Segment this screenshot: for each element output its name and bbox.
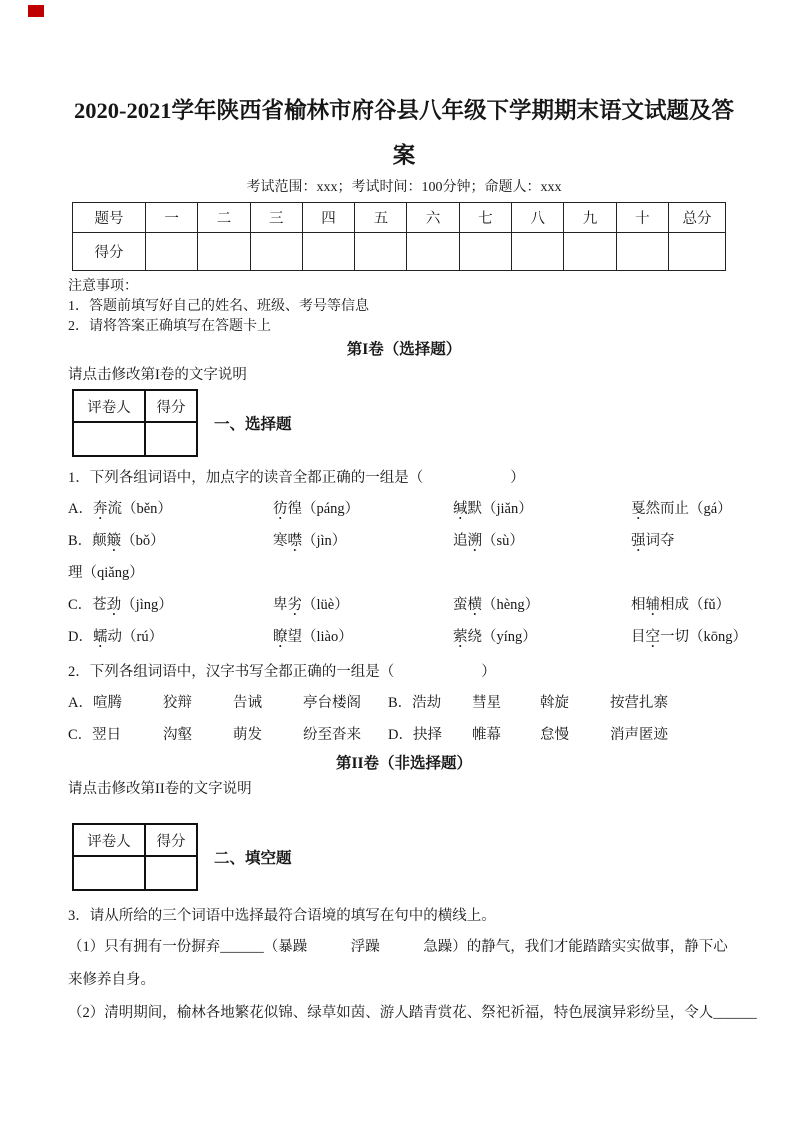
score-table-header-cell: 一 bbox=[146, 203, 198, 233]
q1-option-row-b bbox=[68, 525, 740, 557]
score-cell bbox=[616, 233, 668, 271]
option-label: D． bbox=[68, 629, 93, 645]
word-item: 彷徨（páng） bbox=[273, 501, 360, 517]
dotted-char: 蠕 bbox=[92, 629, 108, 645]
option-label: C． bbox=[68, 597, 93, 613]
score-table-header-cell: 九 bbox=[564, 203, 616, 233]
section1-title: 一、选择题 bbox=[214, 416, 292, 433]
grader-cell-examiner: 评卷人 bbox=[73, 824, 145, 856]
word-item: C．翌日 bbox=[68, 727, 122, 743]
word-item: 帷幕 bbox=[472, 727, 501, 743]
score-cell bbox=[407, 233, 459, 271]
notes-heading: 注意事项： bbox=[68, 279, 138, 294]
score-table-header-cell: 二 bbox=[198, 203, 250, 233]
dotted-char: 彷 bbox=[273, 501, 288, 517]
dotted-char: 溯 bbox=[467, 533, 482, 549]
grader-cell-score: 得分 bbox=[145, 824, 197, 856]
dotted-char: 辅 bbox=[645, 597, 660, 613]
score-table-header-cell: 五 bbox=[355, 203, 407, 233]
grader-empty-row bbox=[73, 422, 197, 456]
q1-option-b-wrap: 理（qiǎng） bbox=[68, 565, 144, 581]
word-item: 沟壑 bbox=[163, 727, 192, 743]
exam-info: 考试范围：xxx；考试时间：100分钟；命题人：xxx bbox=[246, 180, 562, 195]
q2-stem: 2．下列各组词语中，汉字书写全都正确的一组是（ ） bbox=[68, 664, 496, 680]
score-table-header-cell: 六 bbox=[407, 203, 459, 233]
part1-heading: 第I卷（选择题） bbox=[346, 341, 462, 358]
dotted-char: 簸 bbox=[106, 533, 122, 549]
dotted-char: 劣 bbox=[287, 597, 302, 613]
grader-block-1 bbox=[68, 389, 740, 457]
word-item: 纷至沓来 bbox=[303, 727, 361, 743]
score-table-header-cell: 三 bbox=[250, 203, 302, 233]
q1-option-row-a bbox=[68, 493, 740, 525]
score-row-label: 得分 bbox=[73, 233, 146, 271]
score-table-header-row bbox=[73, 203, 726, 233]
score-table-header-cell: 题号 bbox=[73, 203, 146, 233]
word-item: 追溯（sù） bbox=[453, 533, 524, 549]
word-item: 萌发 bbox=[233, 727, 262, 743]
score-cell bbox=[355, 233, 407, 271]
dotted-char: 瞭 bbox=[273, 629, 288, 645]
word-item: 瞭望（liào） bbox=[273, 629, 353, 645]
score-cell bbox=[146, 233, 198, 271]
score-cell bbox=[302, 233, 354, 271]
q3-stem: 3．请从所给的三个词语中选择最符合语境的填写在句中的横线上。 bbox=[68, 908, 496, 924]
word-item: 蛮横（hèng） bbox=[453, 597, 540, 613]
q1-option-row-c bbox=[68, 589, 740, 621]
grader-header-row bbox=[73, 390, 197, 422]
q1-option-row-d bbox=[68, 621, 747, 653]
option-label: B． bbox=[68, 533, 93, 549]
score-table bbox=[72, 202, 726, 271]
grader-empty-cell bbox=[73, 422, 145, 456]
word-item: 强词夺 bbox=[631, 533, 675, 549]
word-item: 寒噤（jìn） bbox=[273, 533, 347, 549]
dotted-char: 空 bbox=[645, 629, 660, 645]
word-item: 斡旋 bbox=[540, 695, 569, 711]
grader-empty-row bbox=[73, 856, 197, 890]
score-table-header-cell: 七 bbox=[459, 203, 511, 233]
word-item: 亭台楼阁 bbox=[303, 695, 361, 711]
word-item: B．浩劫 bbox=[388, 695, 442, 711]
word-item: 狡辩 bbox=[163, 695, 192, 711]
word-item: 戛然而止（gá） bbox=[631, 501, 732, 517]
grader-header-row bbox=[73, 824, 197, 856]
q3-sub1-line1: （1）只有拥有一份摒弃______（暴躁 浮躁 急躁）的静气，我们才能踏踏实实做事，静下心 bbox=[68, 939, 728, 955]
notes-block bbox=[68, 277, 740, 337]
red-marker bbox=[28, 5, 44, 17]
part1-edit-hint[interactable]: 请点击修改第I卷的文字说明 bbox=[68, 367, 247, 383]
score-table-header-cell: 十 bbox=[616, 203, 668, 233]
q2-word-row-ab bbox=[68, 687, 740, 719]
score-table-header-cell: 八 bbox=[512, 203, 564, 233]
grader-cell-examiner: 评卷人 bbox=[73, 390, 145, 422]
score-cell bbox=[198, 233, 250, 271]
dotted-char: 萦 bbox=[453, 629, 468, 645]
q3-sub2: （2）清明期间，榆林各地繁花似锦、绿草如茵、游人踏青赏花、祭祀祈福，特色展演异彩纷呈，令人______ bbox=[68, 1005, 757, 1021]
score-cell bbox=[564, 233, 616, 271]
page-title: 2020-2021学年陕西省榆林市府谷县八年级下学期期末语文试题及答案 bbox=[74, 98, 734, 168]
dotted-char: 强 bbox=[631, 533, 646, 549]
note-item: 2．请将答案正确填写在答题卡上 bbox=[68, 319, 271, 334]
score-table-score-row bbox=[73, 233, 726, 271]
q2-word-row-cd bbox=[68, 719, 740, 751]
option-label: A． bbox=[68, 501, 93, 517]
score-cell bbox=[459, 233, 511, 271]
dotted-char: 奔 bbox=[92, 501, 108, 517]
grader-empty-cell bbox=[145, 856, 197, 890]
section2-title: 二、填空题 bbox=[214, 850, 292, 867]
dotted-char: 劲 bbox=[106, 597, 122, 613]
word-item: D．蠕动（rú） bbox=[68, 629, 164, 645]
grader-empty-cell bbox=[73, 856, 145, 890]
score-cell bbox=[512, 233, 564, 271]
word-item: 卑劣（lüè） bbox=[273, 597, 349, 613]
word-item: 相辅相成（fǔ） bbox=[631, 597, 731, 613]
grader-block-2 bbox=[68, 823, 740, 891]
score-table-header-cell: 总分 bbox=[669, 203, 726, 233]
dotted-char: 噤 bbox=[287, 533, 302, 549]
word-item: C．苍劲（jìng） bbox=[68, 597, 173, 613]
note-item: 1．答题前填写好自己的姓名、班级、考号等信息 bbox=[68, 299, 369, 314]
score-table-header-cell: 四 bbox=[302, 203, 354, 233]
word-item: 按营扎寨 bbox=[610, 695, 668, 711]
word-item: D．抉择 bbox=[388, 727, 442, 743]
word-item: 消声匿迹 bbox=[610, 727, 668, 743]
dotted-char: 缄 bbox=[453, 501, 468, 517]
q3-sub1-line2: 来修养自身。 bbox=[68, 972, 155, 988]
score-cell bbox=[669, 233, 726, 271]
word-item: 萦绕（yíng） bbox=[453, 629, 537, 645]
word-item: A．喧腾 bbox=[68, 695, 122, 711]
word-item: 怠慢 bbox=[540, 727, 569, 743]
word-item: A．奔流（běn） bbox=[68, 501, 172, 517]
word-item: 告诫 bbox=[233, 695, 262, 711]
word-item: B．颠簸（bǒ） bbox=[68, 533, 165, 549]
word-item: 缄默（jiǎn） bbox=[453, 501, 533, 517]
word-item: 彗星 bbox=[472, 695, 501, 711]
word-item: 目空一切（kōng） bbox=[631, 629, 747, 645]
grader-table-1 bbox=[72, 389, 198, 457]
q1-stem: 1．下列各组词语中，加点字的读音全都正确的一组是（ ） bbox=[68, 470, 525, 486]
grader-cell-score: 得分 bbox=[145, 390, 197, 422]
part2-heading: 第II卷（非选择题） bbox=[335, 755, 473, 772]
grader-empty-cell bbox=[145, 422, 197, 456]
grader-table-2 bbox=[72, 823, 198, 891]
dotted-char: 戛 bbox=[631, 501, 646, 517]
dotted-char: 横 bbox=[467, 597, 482, 613]
score-cell bbox=[250, 233, 302, 271]
part2-edit-hint[interactable]: 请点击修改第II卷的文字说明 bbox=[68, 781, 252, 797]
